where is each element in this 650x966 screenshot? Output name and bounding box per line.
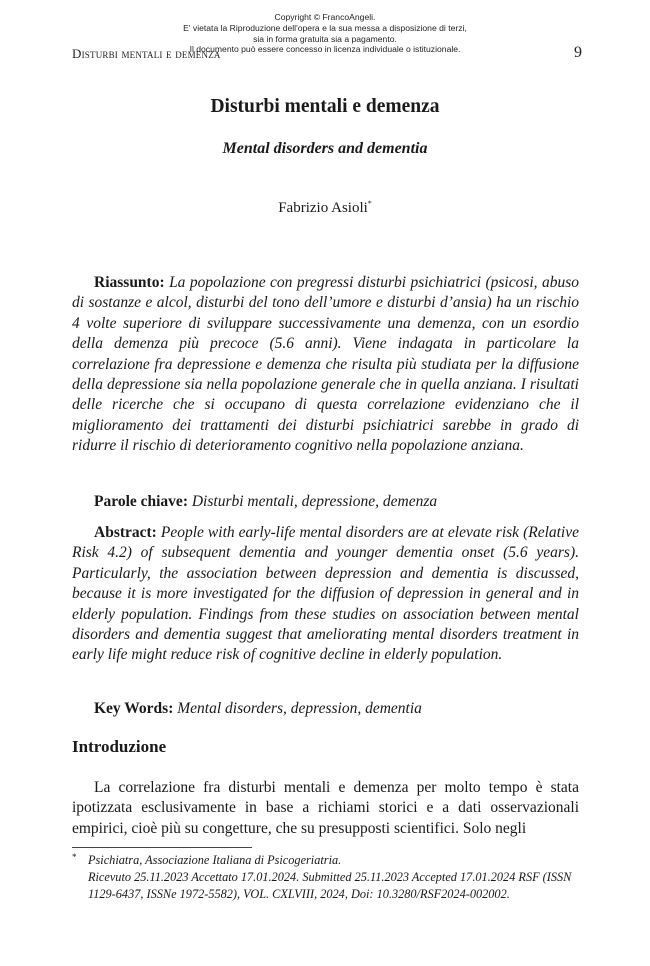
footnote-received: Ricevuto 25.11.2023 Accettato 17.01.2024. Submitted 25.11.2023 Accepted 17.01.2024 RSF (ISSN 1129-6437, ISSNe 1972-5582), VOL. CXLVIII, 2024, Doi: 10.3280/RSF2024-002002.: [88, 870, 572, 901]
abstract-paragraph: [72, 523, 579, 666]
running-header-title: Disturbi mentali e demenza: [72, 46, 221, 61]
author-footnote-mark: *: [367, 199, 372, 208]
article-title: Disturbi mentali e demenza: [210, 96, 440, 117]
author-line: [0, 199, 650, 217]
copyright-line: sia in forma gratuita sia a pagamento.: [253, 33, 397, 44]
footnote-affiliation-text: Psichiatra, Associazione Italiana di Psicogeriatria.: [88, 853, 342, 867]
copyright-line: E' vietata la Riproduzione dell'opera e la sua messa a disposizione di terzi,: [183, 22, 467, 33]
abstract-text: People with early-life mental disorders are at elevate risk (Relative Risk 4.2) of subsequent dementia and younger dementia onset (5.6 years). Particularly, the association between depression and dementia is discussed, because it is more investigated for the diffusion of depression in general and in elderly population. Findings from these studies on association between mental disorders and dementia suggest that ameliorating mental disorders treatment in early life might reduce risk of cognitive decline in elderly population.: [72, 524, 580, 664]
footnote-affiliation: [72, 852, 579, 869]
abstract-label: Abstract:: [94, 524, 157, 541]
author-name: Fabrizio Asioli: [278, 200, 368, 216]
footnote-mark: *: [72, 852, 77, 862]
section-heading-introduzione: Introduzione: [72, 737, 167, 756]
key-words-text: Mental disorders, depression, dementia: [177, 700, 422, 717]
copyright-line: Il documento può essere concesso in licenza individuale o istituzionale.: [189, 44, 461, 55]
parole-chiave-text: Disturbi mentali, depressione, demenza: [191, 493, 438, 510]
article-subtitle: Mental disorders and dementia: [222, 140, 428, 157]
riassunto-label: Riassunto:: [94, 274, 165, 291]
footnote-divider: [72, 847, 252, 848]
parole-chiave-paragraph: [72, 492, 579, 512]
page-number: 9: [574, 44, 582, 61]
introduzione-paragraph: La correlazione fra disturbi mentali e demenza per molto tempo è stata ipotizzata esclusivamente in base a richiami storici e a dati osservazionali empirici, cioè più su congetture, che su presupposti scientifici. Solo negli: [72, 779, 579, 837]
riassunto-text: La popolazione con pregressi disturbi psichiatrici (psicosi, abuso di sostanze e alcol, disturbi del tono dell’umore e disturbi d’ansia) ha un rischio 4 volte superiore di sviluppare successivamente una demenza, con un esordio della demenza più precoce (5.6 anni). Viene indagata in particolare la correlazione fra depressione e demenza che risulta più studiata per la diffusione della depressione sia nella popolazione generale che in quella anziana. I risultati delle ricerche che si occupano di questa correlazione evidenziano che il miglioramento dei trattamenti dei disturbi psichiatrici sarebbe in grado di ridurre il rischio di deterioramento cognitivo nella popolazione anziana.: [72, 274, 580, 455]
copyright-line: Copyright © FrancoAngeli.: [274, 12, 376, 22]
footnotes: [72, 852, 579, 903]
key-words-label: Key Words:: [94, 700, 174, 717]
parole-chiave-label: Parole chiave:: [94, 493, 188, 510]
key-words-paragraph: [72, 699, 579, 719]
riassunto-paragraph: [72, 273, 579, 457]
